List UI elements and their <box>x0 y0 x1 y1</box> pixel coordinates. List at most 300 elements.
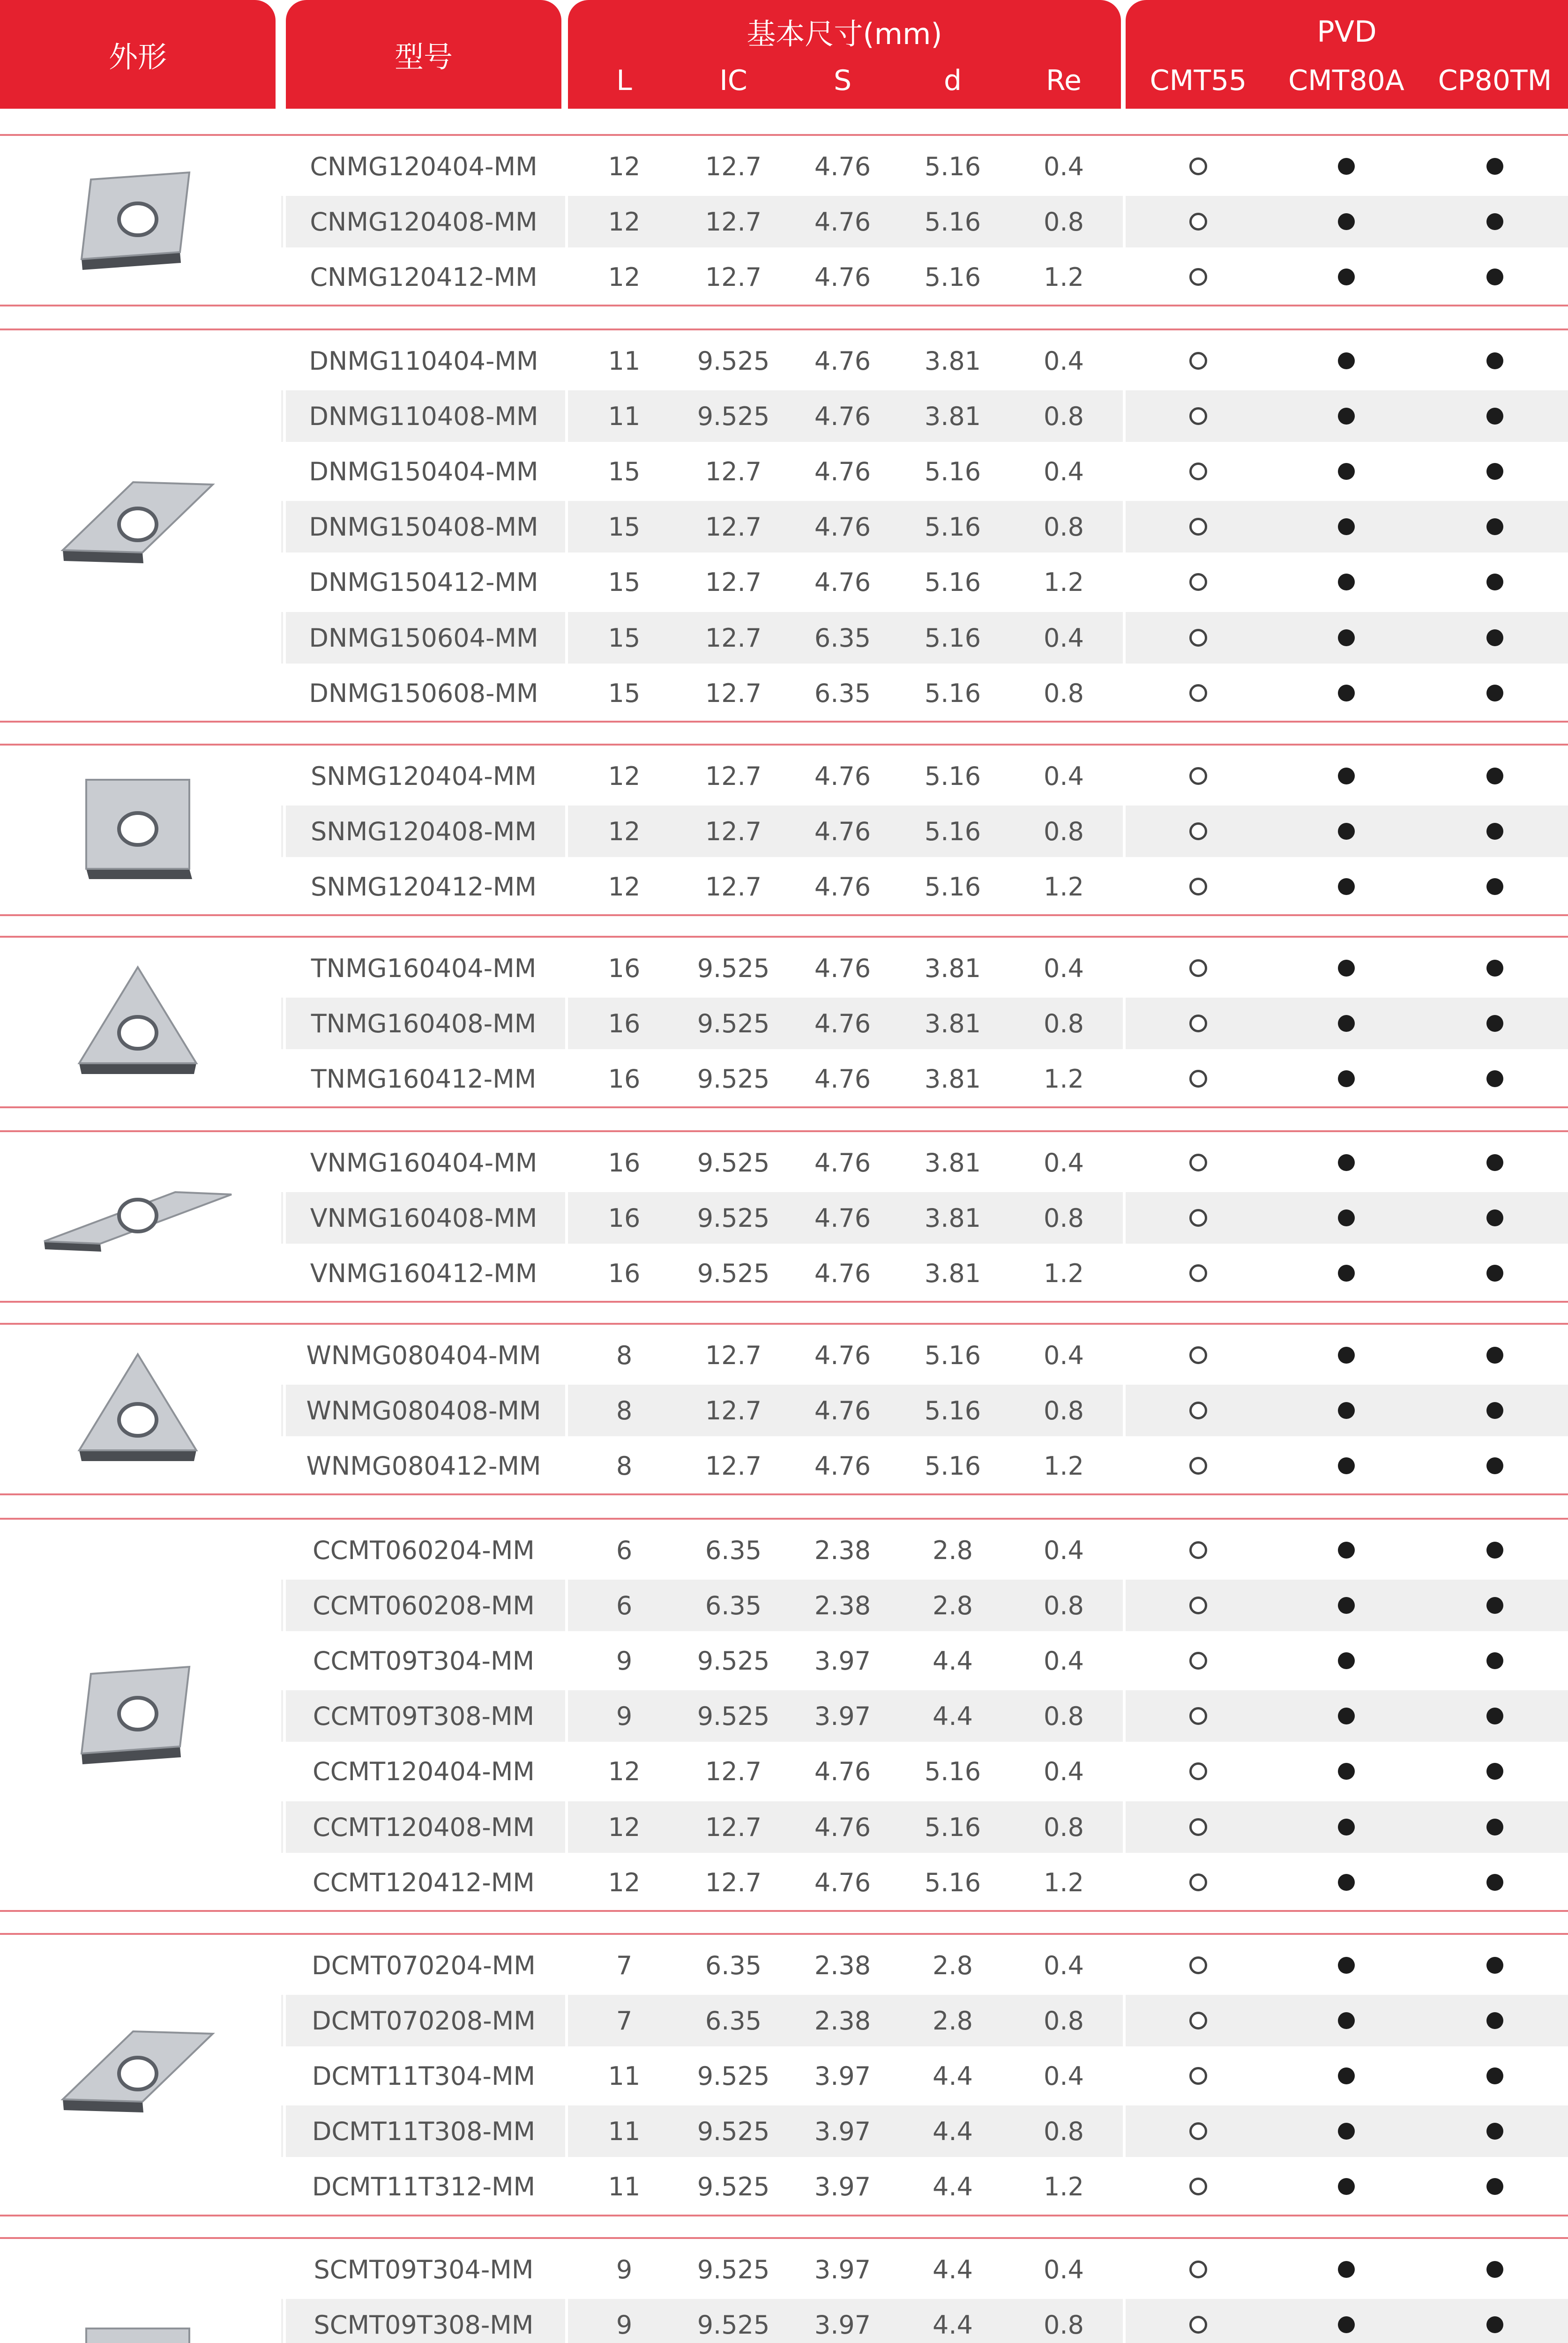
dim-cell-IC: 12.7 <box>705 512 762 542</box>
in-stock-dot-icon <box>1338 2316 1355 2333</box>
in-stock-dot-icon <box>1486 1652 1503 1669</box>
model-cell: WNMG080408-MM <box>306 1395 541 1425</box>
in-stock-dot-icon <box>1338 408 1355 425</box>
dim-cell-S: 4.76 <box>814 761 871 791</box>
dim-cell-L: 11 <box>608 2171 641 2201</box>
producible-circle-icon <box>1189 629 1207 647</box>
dim-cell-d: 5.16 <box>924 623 981 653</box>
dim-cell-IC: 9.525 <box>697 1701 770 1731</box>
dim-cell-S: 4.76 <box>814 262 871 292</box>
dim-cell-S: 2.38 <box>814 2006 871 2036</box>
model-cell: DNMG150404-MM <box>309 456 538 486</box>
in-stock-dot-icon <box>1486 213 1503 230</box>
dim-cell-Re: 0.8 <box>1044 1395 1084 1425</box>
model-cell: DNMG150604-MM <box>309 623 538 653</box>
vnmg-rhombus-35-insert-icon <box>35 1148 241 1288</box>
dim-cell-L: 12 <box>608 262 641 292</box>
in-stock-dot-icon <box>1486 269 1503 285</box>
dim-cell-Re: 0.8 <box>1044 1812 1084 1842</box>
dim-cell-d: 2.8 <box>933 2006 973 2036</box>
dim-cell-d: 5.16 <box>924 207 981 237</box>
in-stock-dot-icon <box>1486 2123 1503 2140</box>
dim-cell-S: 4.76 <box>814 1340 871 1370</box>
dim-cell-S: 4.76 <box>814 1008 871 1038</box>
in-stock-dot-icon <box>1338 1154 1355 1171</box>
header-dim-S: S <box>833 64 852 97</box>
dim-cell-S: 3.97 <box>814 2116 871 2146</box>
dim-cell-S: 3.97 <box>814 2061 871 2091</box>
dim-cell-IC: 12.7 <box>705 262 762 292</box>
producible-circle-icon <box>1189 684 1207 702</box>
header-dim-Re: Re <box>1046 64 1082 97</box>
dim-cell-S: 3.97 <box>814 1701 871 1731</box>
model-cell: CCMT060204-MM <box>313 1535 535 1565</box>
header-pvd-group-label: PVD <box>1317 14 1377 49</box>
column-separator <box>1123 748 1126 914</box>
dim-cell-d: 3.81 <box>924 401 981 431</box>
dim-cell-d: 5.16 <box>924 262 981 292</box>
dim-cell-IC: 9.525 <box>697 1008 770 1038</box>
model-cell: CNMG120408-MM <box>310 207 538 237</box>
in-stock-dot-icon <box>1338 1708 1355 1724</box>
model-cell: WNMG080412-MM <box>306 1451 541 1481</box>
dim-cell-IC: 12.7 <box>705 151 762 181</box>
dim-cell-IC: 9.525 <box>697 346 770 376</box>
in-stock-dot-icon <box>1338 1015 1355 1032</box>
producible-circle-icon <box>1189 1762 1207 1780</box>
producible-circle-icon <box>1189 878 1207 895</box>
group-bottom-divider <box>0 1106 1568 1108</box>
model-cell: CCMT09T308-MM <box>313 1701 535 1731</box>
dim-cell-L: 8 <box>616 1395 633 1425</box>
dim-cell-d: 5.16 <box>924 761 981 791</box>
model-cell: CNMG120412-MM <box>310 262 538 292</box>
dim-cell-Re: 1.2 <box>1044 1451 1084 1481</box>
dim-cell-IC: 12.7 <box>705 623 762 653</box>
dim-cell-S: 4.76 <box>814 207 871 237</box>
dim-cell-Re: 0.4 <box>1044 346 1084 376</box>
dim-cell-L: 11 <box>608 2116 641 2146</box>
dim-cell-IC: 9.525 <box>697 1258 770 1288</box>
producible-circle-icon <box>1189 1956 1207 1974</box>
dim-cell-L: 15 <box>608 456 641 486</box>
producible-circle-icon <box>1189 2178 1207 2195</box>
model-cell: DCMT11T312-MM <box>312 2171 536 2201</box>
group-bottom-divider <box>0 721 1568 723</box>
dim-cell-IC: 12.7 <box>705 1395 762 1425</box>
dim-cell-d: 5.16 <box>924 512 981 542</box>
producible-circle-icon <box>1189 1346 1207 1364</box>
dim-cell-IC: 12.7 <box>705 207 762 237</box>
dim-cell-L: 9 <box>616 2310 633 2340</box>
in-stock-dot-icon <box>1486 878 1503 895</box>
group-bottom-divider <box>0 1910 1568 1912</box>
dim-cell-S: 4.76 <box>814 1258 871 1288</box>
dim-cell-IC: 12.7 <box>705 816 762 846</box>
dim-cell-IC: 6.35 <box>705 1950 762 1980</box>
in-stock-dot-icon <box>1338 2261 1355 2278</box>
producible-circle-icon <box>1189 1873 1207 1891</box>
dim-cell-d: 3.81 <box>924 953 981 983</box>
producible-circle-icon <box>1189 2012 1207 2030</box>
in-stock-dot-icon <box>1486 1597 1503 1614</box>
column-separator <box>1123 1328 1126 1493</box>
producible-circle-icon <box>1189 1402 1207 1419</box>
dnmg-rhombus-55-insert-icon <box>35 456 241 597</box>
producible-circle-icon <box>1189 2261 1207 2278</box>
model-cell: SNMG120412-MM <box>311 872 537 902</box>
dim-cell-L: 7 <box>616 1950 633 1980</box>
dim-cell-Re: 0.4 <box>1044 1340 1084 1370</box>
group-top-divider <box>0 936 1568 938</box>
dim-cell-S: 2.38 <box>814 1535 871 1565</box>
dim-cell-S: 6.35 <box>814 623 871 653</box>
scmt-square-insert-icon <box>35 2310 241 2343</box>
dim-cell-IC: 12.7 <box>705 1451 762 1481</box>
in-stock-dot-icon <box>1338 1265 1355 1282</box>
dim-cell-Re: 0.8 <box>1044 1590 1084 1620</box>
in-stock-dot-icon <box>1338 1542 1355 1559</box>
dim-cell-d: 5.16 <box>924 1451 981 1481</box>
dim-cell-IC: 12.7 <box>705 1867 762 1897</box>
dim-cell-L: 16 <box>608 953 641 983</box>
header-model-label: 型号 <box>394 39 453 74</box>
dim-cell-L: 12 <box>608 872 641 902</box>
header-dim-L: L <box>616 64 632 97</box>
producible-circle-icon <box>1189 2316 1207 2334</box>
in-stock-dot-icon <box>1338 1457 1355 1474</box>
producible-circle-icon <box>1189 1652 1207 1670</box>
dim-cell-S: 4.76 <box>814 816 871 846</box>
dim-cell-Re: 0.4 <box>1044 1646 1084 1676</box>
dim-cell-S: 4.76 <box>814 346 871 376</box>
in-stock-dot-icon <box>1338 768 1355 784</box>
dim-cell-S: 4.76 <box>814 567 871 597</box>
dim-cell-S: 4.76 <box>814 151 871 181</box>
in-stock-dot-icon <box>1486 1819 1503 1836</box>
dim-cell-S: 4.76 <box>814 1812 871 1842</box>
in-stock-dot-icon <box>1338 352 1355 369</box>
dim-cell-IC: 6.35 <box>705 2006 762 2036</box>
in-stock-dot-icon <box>1486 2067 1503 2084</box>
dim-cell-S: 4.76 <box>814 1148 871 1178</box>
dim-cell-Re: 0.4 <box>1044 1148 1084 1178</box>
dim-cell-L: 9 <box>616 1701 633 1731</box>
header-dim-d: d <box>943 64 962 97</box>
dim-cell-Re: 1.2 <box>1044 1867 1084 1897</box>
in-stock-dot-icon <box>1338 213 1355 230</box>
in-stock-dot-icon <box>1338 269 1355 285</box>
dim-cell-Re: 0.8 <box>1044 678 1084 708</box>
dim-cell-S: 4.76 <box>814 512 871 542</box>
dim-cell-L: 16 <box>608 1148 641 1178</box>
producible-circle-icon <box>1189 2067 1207 2085</box>
dim-cell-S: 3.97 <box>814 2254 871 2284</box>
in-stock-dot-icon <box>1338 2123 1355 2140</box>
header-model-cell <box>286 0 561 109</box>
in-stock-dot-icon <box>1486 1265 1503 1282</box>
group-top-divider <box>0 744 1568 746</box>
in-stock-dot-icon <box>1338 1209 1355 1226</box>
in-stock-dot-icon <box>1486 685 1503 701</box>
in-stock-dot-icon <box>1338 2012 1355 2029</box>
dim-cell-S: 4.76 <box>814 456 871 486</box>
dim-cell-Re: 0.4 <box>1044 1950 1084 1980</box>
dim-cell-d: 4.4 <box>933 2116 973 2146</box>
in-stock-dot-icon <box>1486 960 1503 977</box>
in-stock-dot-icon <box>1486 1015 1503 1032</box>
in-stock-dot-icon <box>1338 2178 1355 2195</box>
producible-circle-icon <box>1189 407 1207 425</box>
dim-cell-Re: 0.4 <box>1044 151 1084 181</box>
model-cell: CCMT09T304-MM <box>313 1646 535 1676</box>
in-stock-dot-icon <box>1338 2067 1355 2084</box>
in-stock-dot-icon <box>1338 158 1355 175</box>
dim-cell-L: 7 <box>616 2006 633 2036</box>
dim-cell-d: 5.16 <box>924 1395 981 1425</box>
model-cell: DNMG110408-MM <box>309 401 538 431</box>
dim-cell-S: 4.76 <box>814 872 871 902</box>
dim-cell-d: 4.4 <box>933 2254 973 2284</box>
in-stock-dot-icon <box>1486 352 1503 369</box>
dim-cell-d: 4.4 <box>933 1701 973 1731</box>
group-top-divider <box>0 1933 1568 1935</box>
producible-circle-icon <box>1189 157 1207 175</box>
model-cell: TNMG160412-MM <box>311 1064 537 1094</box>
model-cell: TNMG160404-MM <box>311 953 537 983</box>
dim-cell-S: 2.38 <box>814 1950 871 1980</box>
dim-cell-L: 15 <box>608 512 641 542</box>
producible-circle-icon <box>1189 767 1207 785</box>
producible-circle-icon <box>1189 1264 1207 1282</box>
dim-cell-d: 2.8 <box>933 1535 973 1565</box>
dim-cell-L: 12 <box>608 1812 641 1842</box>
producible-circle-icon <box>1189 1597 1207 1614</box>
producible-circle-icon <box>1189 1707 1207 1725</box>
dim-cell-L: 8 <box>616 1451 633 1481</box>
producible-circle-icon <box>1189 268 1207 286</box>
group-top-divider <box>0 134 1568 136</box>
group-bottom-divider <box>0 1301 1568 1303</box>
in-stock-dot-icon <box>1486 1957 1503 1974</box>
dim-cell-S: 4.76 <box>814 1756 871 1786</box>
header-grade-CMT55: CMT55 <box>1150 64 1247 97</box>
dim-cell-IC: 12.7 <box>705 1756 762 1786</box>
in-stock-dot-icon <box>1338 878 1355 895</box>
in-stock-dot-icon <box>1486 1154 1503 1171</box>
model-cell: VNMG160408-MM <box>310 1203 538 1233</box>
dim-cell-Re: 0.8 <box>1044 2310 1084 2340</box>
dim-cell-d: 5.16 <box>924 872 981 902</box>
in-stock-dot-icon <box>1486 2261 1503 2278</box>
model-cell: VNMG160412-MM <box>310 1258 538 1288</box>
dim-cell-Re: 0.4 <box>1044 456 1084 486</box>
dim-cell-L: 11 <box>608 401 641 431</box>
dim-cell-Re: 0.8 <box>1044 1008 1084 1038</box>
dim-cell-IC: 12.7 <box>705 678 762 708</box>
dim-cell-Re: 1.2 <box>1044 1258 1084 1288</box>
dim-cell-d: 4.4 <box>933 2061 973 2091</box>
dim-cell-Re: 0.8 <box>1044 2116 1084 2146</box>
dim-cell-L: 6 <box>616 1535 633 1565</box>
producible-circle-icon <box>1189 1015 1207 1032</box>
dim-cell-d: 3.81 <box>924 1148 981 1178</box>
dim-cell-IC: 9.525 <box>697 401 770 431</box>
dim-cell-d: 5.16 <box>924 678 981 708</box>
group-bottom-divider <box>0 1493 1568 1495</box>
snmg-square-insert-icon <box>35 761 241 902</box>
dim-cell-L: 12 <box>608 761 641 791</box>
dim-cell-d: 5.16 <box>924 567 981 597</box>
dim-cell-L: 15 <box>608 567 641 597</box>
model-cell: CNMG120404-MM <box>310 151 538 181</box>
in-stock-dot-icon <box>1338 823 1355 840</box>
in-stock-dot-icon <box>1338 574 1355 590</box>
in-stock-dot-icon <box>1338 1402 1355 1419</box>
in-stock-dot-icon <box>1486 1070 1503 1087</box>
dim-cell-IC: 9.525 <box>697 1203 770 1233</box>
model-cell: SCMT09T308-MM <box>314 2310 534 2340</box>
dim-cell-IC: 12.7 <box>705 456 762 486</box>
in-stock-dot-icon <box>1486 1708 1503 1724</box>
model-cell: CCMT120412-MM <box>313 1867 535 1897</box>
header-grade-CP80TM: CP80TM <box>1438 64 1552 97</box>
dim-cell-S: 4.76 <box>814 953 871 983</box>
dim-cell-IC: 12.7 <box>705 1812 762 1842</box>
in-stock-dot-icon <box>1338 1874 1355 1891</box>
dim-cell-L: 9 <box>616 2254 633 2284</box>
model-cell: DNMG150608-MM <box>309 678 538 708</box>
dim-cell-d: 5.16 <box>924 816 981 846</box>
dim-cell-d: 5.16 <box>924 1340 981 1370</box>
dim-cell-L: 16 <box>608 1203 641 1233</box>
dim-cell-IC: 6.35 <box>705 1590 762 1620</box>
producible-circle-icon <box>1189 1154 1207 1172</box>
in-stock-dot-icon <box>1338 1347 1355 1364</box>
dim-cell-d: 5.16 <box>924 456 981 486</box>
column-separator <box>1123 139 1126 305</box>
dim-cell-Re: 0.8 <box>1044 401 1084 431</box>
dim-cell-L: 11 <box>608 346 641 376</box>
in-stock-dot-icon <box>1486 823 1503 840</box>
in-stock-dot-icon <box>1486 629 1503 646</box>
model-cell: CCMT060208-MM <box>313 1590 535 1620</box>
dim-cell-IC: 9.525 <box>697 953 770 983</box>
dim-cell-IC: 12.7 <box>705 761 762 791</box>
dim-cell-L: 11 <box>608 2061 641 2091</box>
dim-cell-L: 9 <box>616 1646 633 1676</box>
model-cell: VNMG160404-MM <box>310 1148 538 1178</box>
producible-circle-icon <box>1189 1070 1207 1088</box>
producible-circle-icon <box>1189 1541 1207 1559</box>
dim-cell-Re: 1.2 <box>1044 1064 1084 1094</box>
model-cell: SNMG120408-MM <box>311 816 537 846</box>
producible-circle-icon <box>1189 213 1207 231</box>
header-shape-cell <box>0 0 276 109</box>
producible-circle-icon <box>1189 1818 1207 1836</box>
dim-cell-d: 2.8 <box>933 1590 973 1620</box>
dim-cell-IC: 12.7 <box>705 1340 762 1370</box>
dim-cell-L: 16 <box>608 1064 641 1094</box>
in-stock-dot-icon <box>1486 1542 1503 1559</box>
dim-cell-d: 5.16 <box>924 1867 981 1897</box>
model-cell: DCMT070204-MM <box>312 1950 536 1980</box>
in-stock-dot-icon <box>1486 2178 1503 2195</box>
model-cell: TNMG160408-MM <box>311 1008 537 1038</box>
dim-cell-S: 4.76 <box>814 1203 871 1233</box>
group-top-divider <box>0 1130 1568 1132</box>
dim-cell-Re: 0.8 <box>1044 512 1084 542</box>
model-cell: WNMG080404-MM <box>306 1340 541 1370</box>
dim-cell-Re: 0.8 <box>1044 1203 1084 1233</box>
dim-cell-L: 8 <box>616 1340 633 1370</box>
dim-cell-Re: 1.2 <box>1044 2171 1084 2201</box>
dim-cell-L: 16 <box>608 1258 641 1288</box>
in-stock-dot-icon <box>1338 518 1355 535</box>
dim-cell-S: 4.76 <box>814 1867 871 1897</box>
producible-circle-icon <box>1189 959 1207 977</box>
in-stock-dot-icon <box>1486 574 1503 590</box>
model-cell: DCMT11T304-MM <box>312 2061 536 2091</box>
dim-cell-Re: 0.4 <box>1044 1535 1084 1565</box>
header-dim-IC: IC <box>719 64 747 97</box>
model-cell: SNMG120404-MM <box>311 761 537 791</box>
dim-cell-d: 4.4 <box>933 2310 973 2340</box>
dim-cell-d: 5.16 <box>924 151 981 181</box>
cnmg-rhombus-80-insert-icon <box>35 151 241 292</box>
column-separator <box>1123 1522 1126 1910</box>
in-stock-dot-icon <box>1338 1957 1355 1974</box>
in-stock-dot-icon <box>1486 158 1503 175</box>
group-top-divider <box>0 2237 1568 2239</box>
column-separator <box>1123 940 1126 1106</box>
group-top-divider <box>0 1518 1568 1520</box>
dim-cell-Re: 0.4 <box>1044 2254 1084 2284</box>
in-stock-dot-icon <box>1338 685 1355 701</box>
dim-cell-L: 15 <box>608 623 641 653</box>
wnmg-trigon-insert-icon <box>35 1340 241 1481</box>
group-top-divider <box>0 1323 1568 1325</box>
dim-cell-Re: 1.2 <box>1044 872 1084 902</box>
in-stock-dot-icon <box>1486 1347 1503 1364</box>
group-bottom-divider <box>0 914 1568 916</box>
dim-cell-IC: 9.525 <box>697 2310 770 2340</box>
dim-cell-S: 4.76 <box>814 401 871 431</box>
dim-cell-IC: 9.525 <box>697 1646 770 1676</box>
in-stock-dot-icon <box>1486 408 1503 425</box>
dim-cell-Re: 1.2 <box>1044 262 1084 292</box>
model-cell: DNMG110404-MM <box>309 346 538 376</box>
producible-circle-icon <box>1189 2122 1207 2140</box>
dim-cell-S: 3.97 <box>814 2171 871 2201</box>
dim-cell-d: 5.16 <box>924 1756 981 1786</box>
column-separator <box>1123 2242 1126 2343</box>
header-pvd-cell <box>1126 0 1568 109</box>
dim-cell-IC: 12.7 <box>705 872 762 902</box>
dim-cell-S: 2.38 <box>814 1590 871 1620</box>
dim-cell-L: 15 <box>608 678 641 708</box>
dim-cell-Re: 0.8 <box>1044 816 1084 846</box>
in-stock-dot-icon <box>1338 1597 1355 1614</box>
producible-circle-icon <box>1189 822 1207 840</box>
in-stock-dot-icon <box>1486 1763 1503 1780</box>
dim-cell-d: 3.81 <box>924 1008 981 1038</box>
in-stock-dot-icon <box>1338 1819 1355 1836</box>
in-stock-dot-icon <box>1486 1209 1503 1226</box>
dim-cell-L: 12 <box>608 207 641 237</box>
group-bottom-divider <box>0 2215 1568 2216</box>
dim-cell-S: 4.76 <box>814 1064 871 1094</box>
